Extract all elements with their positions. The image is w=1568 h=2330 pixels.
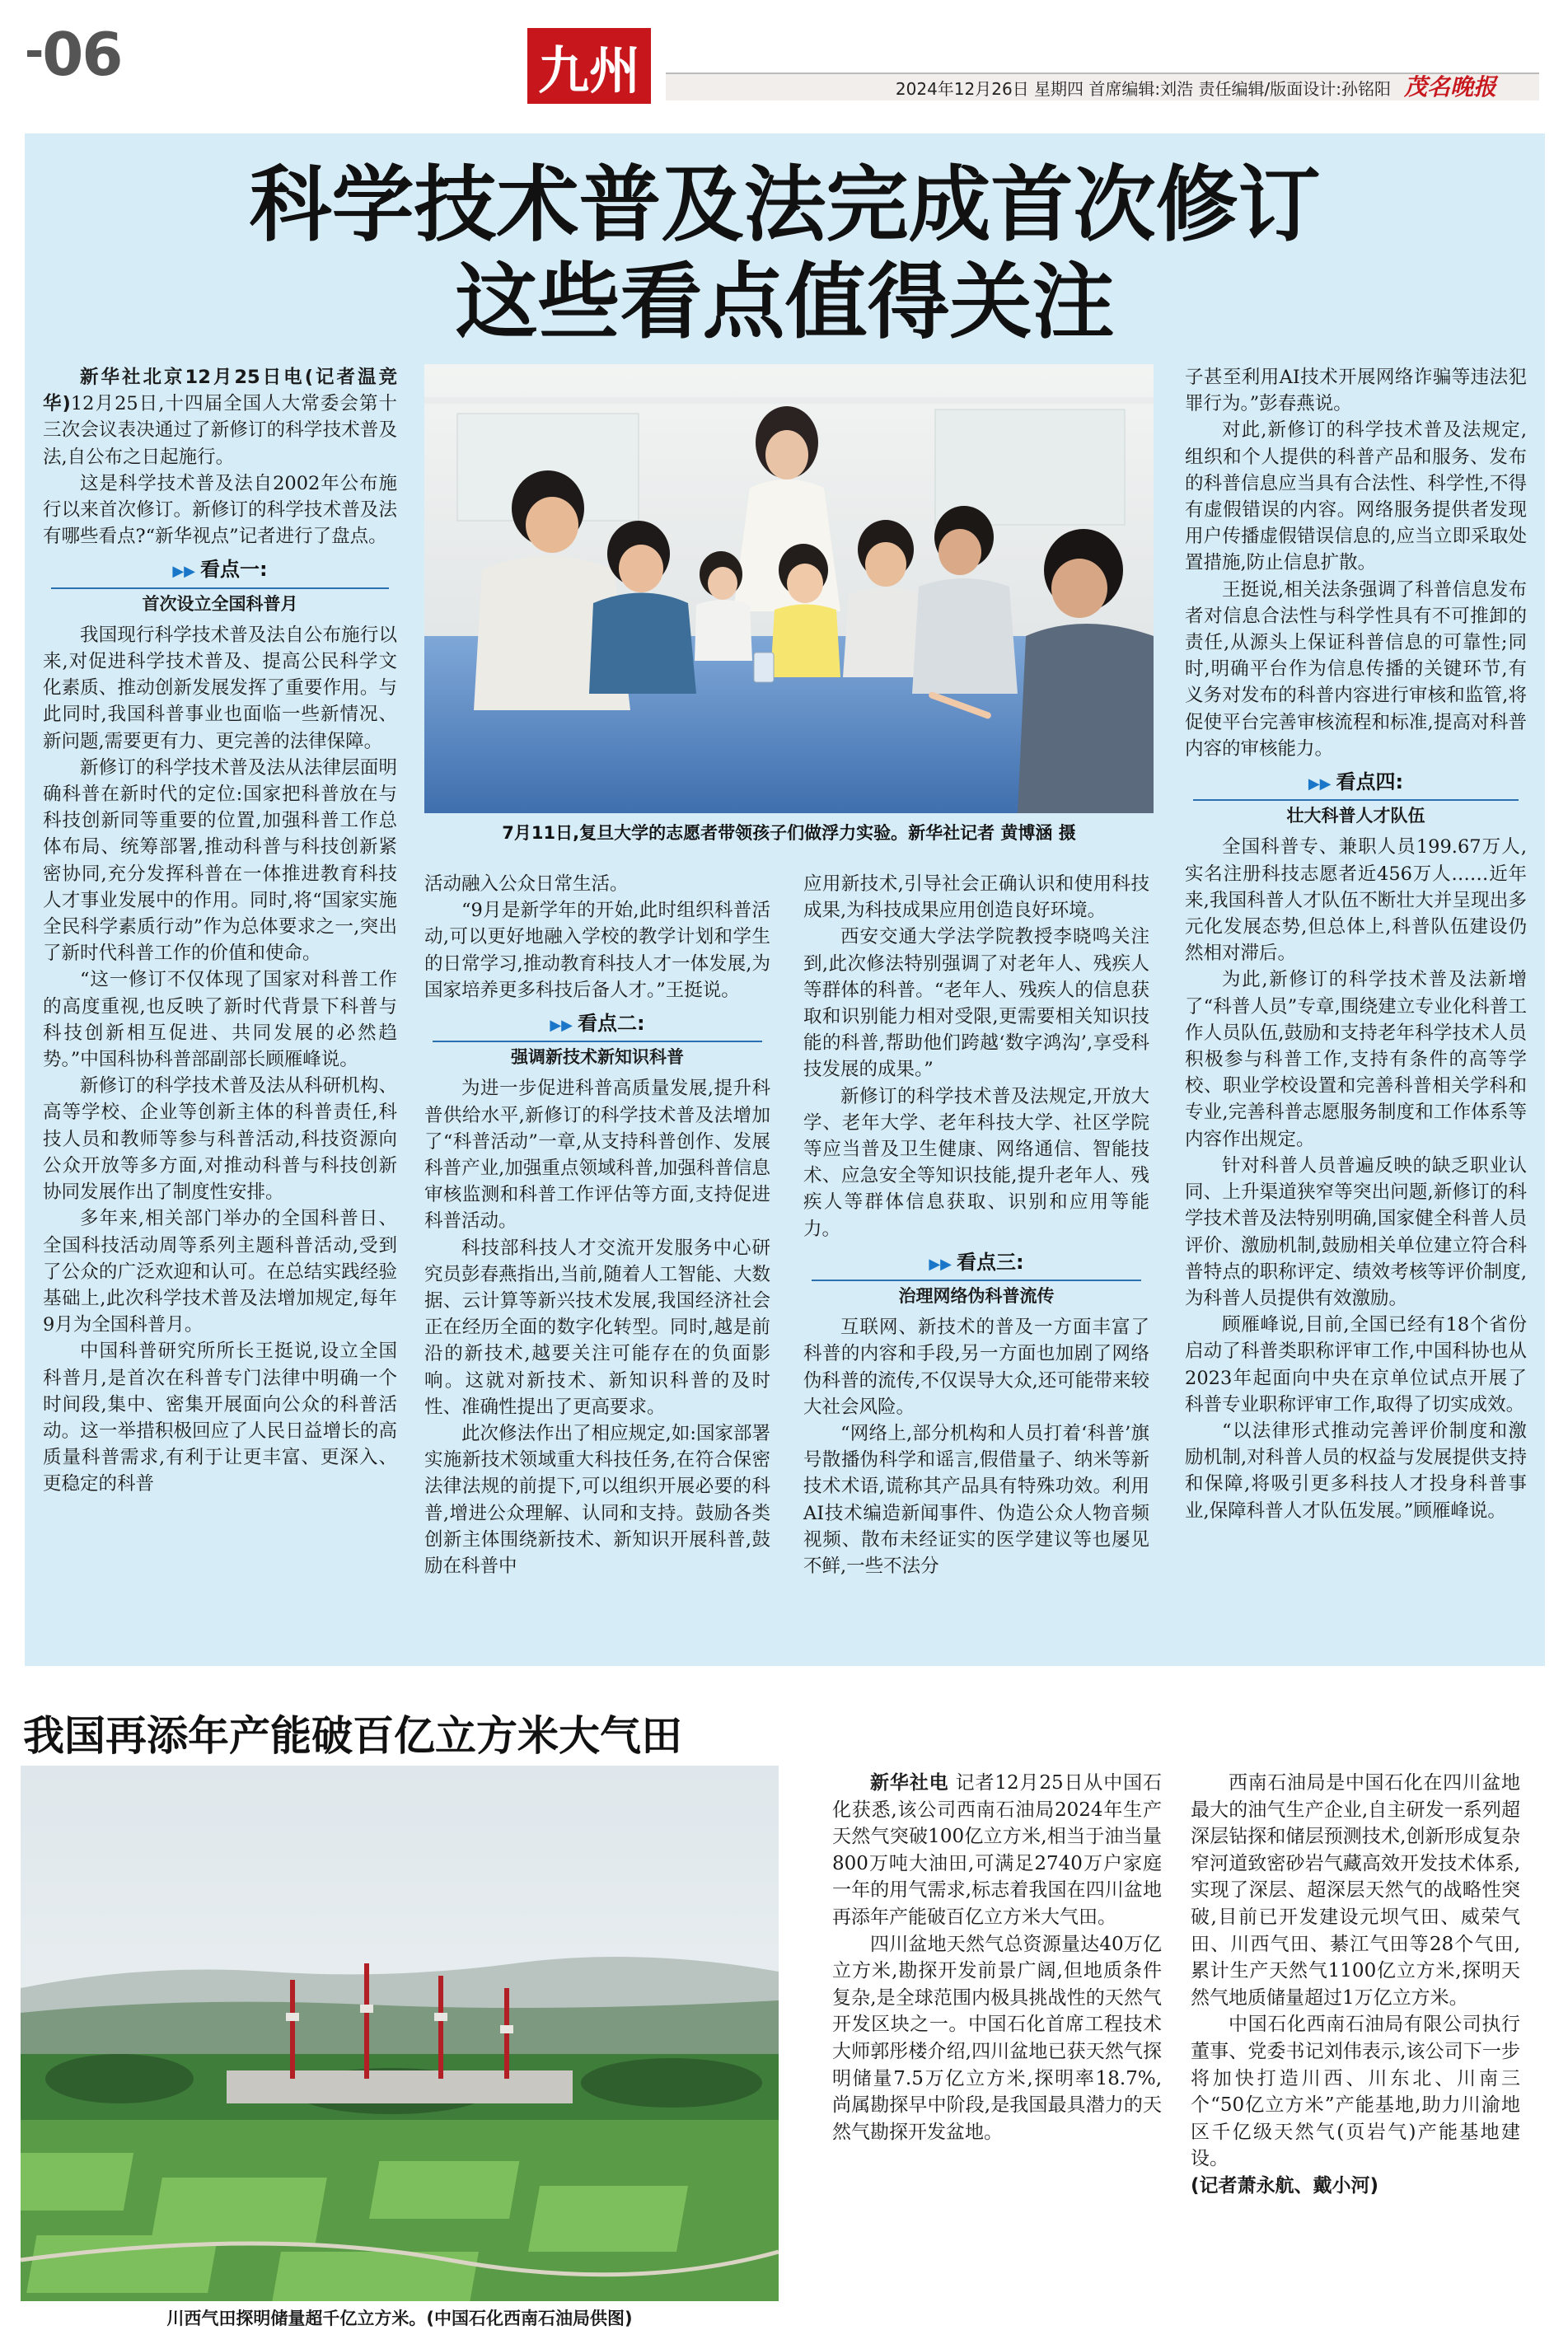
- gas-field-photo: [21, 1766, 779, 2301]
- feature-column-2: [424, 871, 770, 1579]
- feature-column-3: [803, 871, 1149, 1579]
- paragraph: 西安交通大学法学院教授李晓鸣关注到,此次修法特别强调了对老年人、残疾人等群体的科普。“老年人、残疾人的信息获取和识别能力相对受限,更需要相关知识技能的科普,帮助他们跨越‘数字鸿沟’,享受科技发展的成果。”: [803, 926, 1149, 1081]
- paper-logo: 茂名晚报: [1403, 73, 1496, 101]
- subheading-title: 治理网络伪科普流传: [898, 1286, 1055, 1307]
- paragraph: 这是科学技术普及法自2002年公布施行以来首次修订。新修订的科学技术普及法有哪些看点?“新华视点”记者进行了盘点。: [43, 472, 397, 548]
- paragraph: 针对科普人员普遍反映的缺乏职业认同、上升渠道狭窄等突出问题,新修订的科学技术普及法特别明确,国家健全科普人员评价、激励机制,鼓励相关单位建立符合科普特点的职称评定、绩效考核等评价制度,为科普人员提供有效激励。: [1185, 1154, 1527, 1309]
- subheading-key: 看点三:: [957, 1250, 1024, 1274]
- subheading-4: [1185, 769, 1527, 829]
- paragraph: 王挺说,相关法条强调了科普信息发布者对信息合法性与科学性具有不可推卸的责任,从源头上保证科普信息的可靠性;同时,明确平台作为信息传播的关键环节,有义务对发布的科普内容进行审核和监管,将促使平台完善审核流程和标准,提高对科普内容的审核能力。: [1185, 578, 1527, 760]
- paragraph: 四川盆地天然气总资源量达40万亿立方米,勘探开发前景广阔,但地质条件复杂,是全球范围内极具挑战性的天然气开发区块之一。中国石化首席工程技术大师郭彤楼介绍,四川盆地已获天然气探明储量7.5万亿立方米,探明率18.7%,尚属勘探早中阶段,是我国最具潜力的天然气勘探开发盆地。: [832, 1933, 1162, 2143]
- feature-column-1: [43, 364, 397, 1498]
- gas-field-photo-caption: 川西气田探明储量超千亿立方米。(中国石化西南石油局供图): [166, 2309, 633, 2328]
- paragraph: 我国现行科学技术普及法自公布施行以来,对促进科学技术普及、提高公民科学文化素质、推动创新发展发挥了重要作用。与此同时,我国科普事业也面临一些新情况、新问题,需要更有力、更完善的法律保障。: [43, 624, 397, 752]
- paragraph: 此次修法作出了相应规定,如:国家部署实施新技术领域重大科技任务,在符合保密法律法规的前提下,可以组织开展必要的科普,增进公众理解、认同和支持。鼓励各类创新主体围绕新技术、新知识开展科普,鼓励在科普中: [424, 1423, 770, 1578]
- classroom-photo: [424, 364, 1154, 813]
- paragraph: 新修订的科学技术普及法从法律层面明确科普在新时代的定位:国家把科普放在与科技创新同等重要的位置,加强科普工作总体布局、统筹部署,推动科普与科技创新紧密协同,充分发挥科普在一体推进教育科技人才事业发展中的作用。同时,将“国家实施全民科学素质行动”作为总体要求之一,突出了新时代科普工作的价值和使命。: [43, 756, 397, 965]
- classroom-photo-caption: 7月11日,复旦大学的志愿者带领孩子们做浮力实验。新华社记者 黄博涵 摄: [502, 823, 1076, 843]
- paragraph: “9月是新学年的开始,此时组织科普活动,可以更好地融入学校的教学计划和学生的日常学习,推动教育科技人才一体发展,为国家培养更多科技后备人才。”王挺说。: [424, 900, 770, 1001]
- paragraph: 互联网、新技术的普及一方面丰富了科普的内容和手段,另一方面也加剧了网络伪科普的流传,不仅误导大众,还可能带来较大社会风险。: [803, 1317, 1149, 1418]
- paragraph: 12月25日,十四届全国人大常委会第十三次会议表决通过了新修订的科学技术普及法,自公布之日起施行。: [43, 393, 397, 468]
- dateline: 新华社北京12月25日电(记者温竞华): [43, 367, 397, 415]
- paragraph: 为此,新修订的科学技术普及法新增了“科普人员”专章,围绕建立专业化科普工作人员队伍,鼓励和支持老年科学技术人员积极参与科普工作,支持有条件的高等学校、职业学校设置和完善科普相关学科和专业,完善科普志愿服务制度和工作体系等内容作出规定。: [1185, 969, 1527, 1150]
- gas-story-headline: 我国再添年产能破百亿立方米大气田: [23, 1712, 682, 1760]
- paragraph: 中国石化西南石油局有限公司执行董事、党委书记刘伟表示,该公司下一步将加快打造川西、川东北、川南三个“50亿立方米”产能基地,助力川渝地区千亿级天然气(页岩气)产能基地建设。: [1191, 2014, 1520, 2170]
- gas-story-column-1: [832, 1770, 1162, 2145]
- divider: [51, 587, 389, 589]
- paragraph: 新修订的科学技术普及法从科研机构、高等学校、企业等创新主体的科普责任,科技人员和教师等参与科普活动,科技资源向公众开放等多方面,对推动科普与科技创新协同发展作出了制度性安排。: [43, 1075, 397, 1204]
- paragraph: “网络上,部分机构和人员打着‘科普’旗号散播伪科学和谣言,假借量子、纳米等新技术术语,谎称其产品具有特殊功效。利用AI技术编造新闻事件、伪造公众人物音频视频、散布未经证实的医学建议等也屡见不鲜,一些不法分: [803, 1423, 1149, 1578]
- triangle-arrow-icon: ▶▶: [172, 563, 196, 581]
- triangle-arrow-icon: ▶▶: [929, 1255, 953, 1273]
- paragraph: “以法律形式推动完善评价制度和激励机制,对科普人员的权益与发展提供支持和保障,将吸引更多科技人才投身科普事业,保障科普人才队伍发展。”顾雁峰说。: [1185, 1420, 1527, 1522]
- page-number: -06: [25, 20, 122, 89]
- paragraph: 应用新技术,引导社会正确认识和使用科技成果,为科技成果应用创造良好环境。: [803, 873, 1149, 922]
- paragraph: 子甚至利用AI技术开展网络诈骗等违法犯罪行为。”彭春燕说。: [1185, 367, 1527, 415]
- headline-line-2: 这些看点值得关注: [455, 254, 1115, 350]
- section-badge: 九州: [527, 28, 651, 104]
- paragraph: 中国科普研究所所长王挺说,设立全国科普月,是首次在科普专门法律中明确一个时间段,集中、密集开展面向公众的科普活动。这一举措积极回应了人民日益增长的高质量科普需求,有利于让更丰富、更深入、更稳定的科普: [43, 1340, 397, 1495]
- headline-line-1: 科学技术普及法完成首次修订: [249, 157, 1321, 253]
- subheading-2: [424, 1010, 770, 1070]
- divider: [1193, 799, 1519, 801]
- paragraph: 顾雁峰说,目前,全国已经有18个省份启动了科普类职称评审工作,中国科协也从2023年起面向中央在京单位试点开展了科普专业职称评审工作,取得了切实成效。: [1185, 1314, 1527, 1415]
- paragraph: 活动融入公众日常生活。: [424, 873, 629, 895]
- subheading-title: 强调新技术新知识科普: [511, 1047, 684, 1068]
- divider: [812, 1280, 1141, 1281]
- feature-column-4: [1185, 364, 1527, 1524]
- divider: [433, 1041, 762, 1042]
- paragraph: 新修订的科学技术普及法规定,开放大学、老年大学、老年科技大学、社区学院等应当普及卫生健康、网络通信、智能技术、应急安全等知识技能,提升老年人、残疾人等群体信息获取、识别和应用等能力。: [803, 1085, 1149, 1240]
- paragraph: 科技部科技人才交流开发服务中心研究员彭春燕指出,当前,随着人工智能、大数据、云计算等新兴技术发展,我国经济社会正在经历全面的数字化转型。同时,越是前沿的新技术,越要关注可能存在的负面影响。这就对新技术、新知识科普的及时性、准确性提出了更高要求。: [424, 1237, 770, 1418]
- paragraph: 为进一步促进科普高质量发展,提升科普供给水平,新修订的科学技术普及法增加了“科普活动”一章,从支持科普创作、发展科普产业,加强重点领域科普,加强科普信息审核监测和科普工作评估等方面,支持促进科普活动。: [424, 1078, 770, 1233]
- dateline: 新华社电: [870, 1772, 949, 1794]
- feature-headline: [49, 157, 1520, 351]
- paragraph: 对此,新修订的科学技术普及法规定,组织和个人提供的科普产品和服务、发布的科普信息应当具有合法性、科学性,不得有虚假错误的内容。网络服务提供者发现用户传播虚假错误信息的,应当立即采取处置措施,防止信息扩散。: [1185, 419, 1527, 574]
- subheading-key: 看点二:: [578, 1012, 645, 1036]
- subheading-title: 首次设立全国科普月: [142, 593, 298, 614]
- byline: (记者萧永航、戴小河): [1191, 2174, 1379, 2197]
- date-editors: 2024年12月26日 星期四 首席编辑:刘浩 责任编辑/版面设计:孙铭阳: [895, 78, 1391, 99]
- triangle-arrow-icon: ▶▶: [550, 1017, 573, 1035]
- subheading-key: 看点一:: [200, 558, 268, 582]
- triangle-arrow-icon: ▶▶: [1308, 775, 1332, 793]
- gas-story-column-2: [1191, 1770, 1520, 2200]
- subheading-3: [803, 1249, 1149, 1309]
- paragraph: “这一修订不仅体现了国家对科普工作的高度重视,也反映了新时代背景下科普与科技创新相互促进、共同发展的必然趋势。”中国科协科普部副部长顾雁峰说。: [43, 969, 397, 1071]
- subheading-1: [43, 556, 397, 616]
- subheading-key: 看点四:: [1336, 770, 1404, 794]
- subheading-title: 壮大科普人才队伍: [1286, 806, 1425, 826]
- paragraph: 多年来,相关部门举办的全国科普日、全国科技活动周等系列主题科普活动,受到了公众的广泛欢迎和认可。在总结实践经验基础上,此次科学技术普及法增加规定,每年9月为全国科普月。: [43, 1208, 397, 1336]
- paragraph: 记者12月25日从中国石化获悉,该公司西南石油局2024年生产天然气突破100亿立方米,相当于油当量800万吨大油田,可满足2740万户家庭一年的用气需求,标志着我国在四川盆地再添年产能破百亿立方米大气田。: [832, 1772, 1162, 1928]
- paragraph: 西南石油局是中国石化在四川盆地最大的油气生产企业,自主研发一系列超深层钻探和储层预测技术,创新形成复杂窄河道致密砂岩气藏高效开发技术体系,实现了深层、超深层天然气的战略性突破,目前已开发建设元坝气田、威荣气田、川西气田、綦江气田等28个气田,累计生产天然气1100亿立方米,探明天然气地质储量超过1万亿立方米。: [1191, 1772, 1520, 2009]
- paragraph: 全国科普专、兼职人员199.67万人,实名注册科技志愿者近456万人……近年来,我国科普人才队伍不断壮大并呈现出多元化发展态势,但总体上,科普队伍建设仍然相对滞后。: [1185, 836, 1527, 965]
